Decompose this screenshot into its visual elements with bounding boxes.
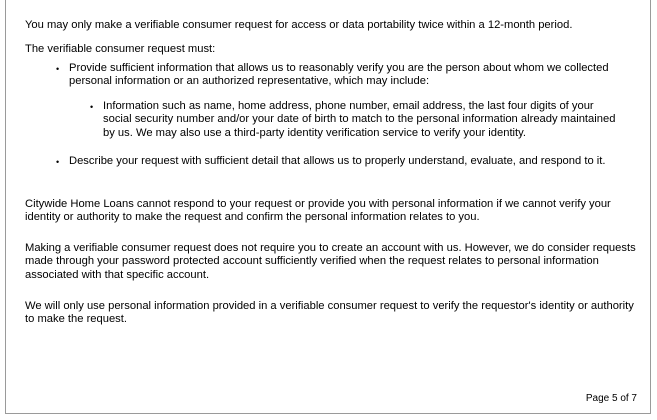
document-page <box>5 0 651 414</box>
bullet-provide-info: Provide sufficient information that allows us to reasonably verify you are the person about whom we collected personal information or an authorized representative, which may include: <box>69 62 609 88</box>
sub-bullet-information: Information such as name, home address, phone number, email address, the last four digits of your social security number and/or your date of birth to match to the personal information already maintained by us. We may also use a third-party identity verification service to verify your identity. <box>103 100 616 139</box>
sub-bullet-marker: • <box>90 102 94 112</box>
paragraph-cannot-respond: Citywide Home Loans cannot respond to your request or provide you with personal information if we cannot verify your identity or authority to make the request and confirm the personal information relates to you. <box>25 198 611 224</box>
bullet-marker: • <box>56 64 60 74</box>
paragraph-must-intro: The verifiable consumer request must: <box>25 43 216 55</box>
bullet-describe-request: Describe your request with sufficient detail that allows us to properly understand, evaluate, and respond to it. <box>69 155 606 167</box>
bullet-marker: • <box>56 157 60 167</box>
paragraph-account: Making a verifiable consumer request does not require you to create an account with us. However, we do consider requests made through your password protected account sufficiently verified when the request relates to personal information associated with that specific account. <box>25 242 636 281</box>
page-number: Page 5 of 7 <box>585 393 637 404</box>
paragraph-use-info: We will only use personal information provided in a verifiable consumer request to verify the requestor's identity or authority to make the request. <box>25 300 634 326</box>
paragraph-twice-limit: You may only make a verifiable consumer request for access or data portability twice within a 12-month period. <box>25 19 573 31</box>
